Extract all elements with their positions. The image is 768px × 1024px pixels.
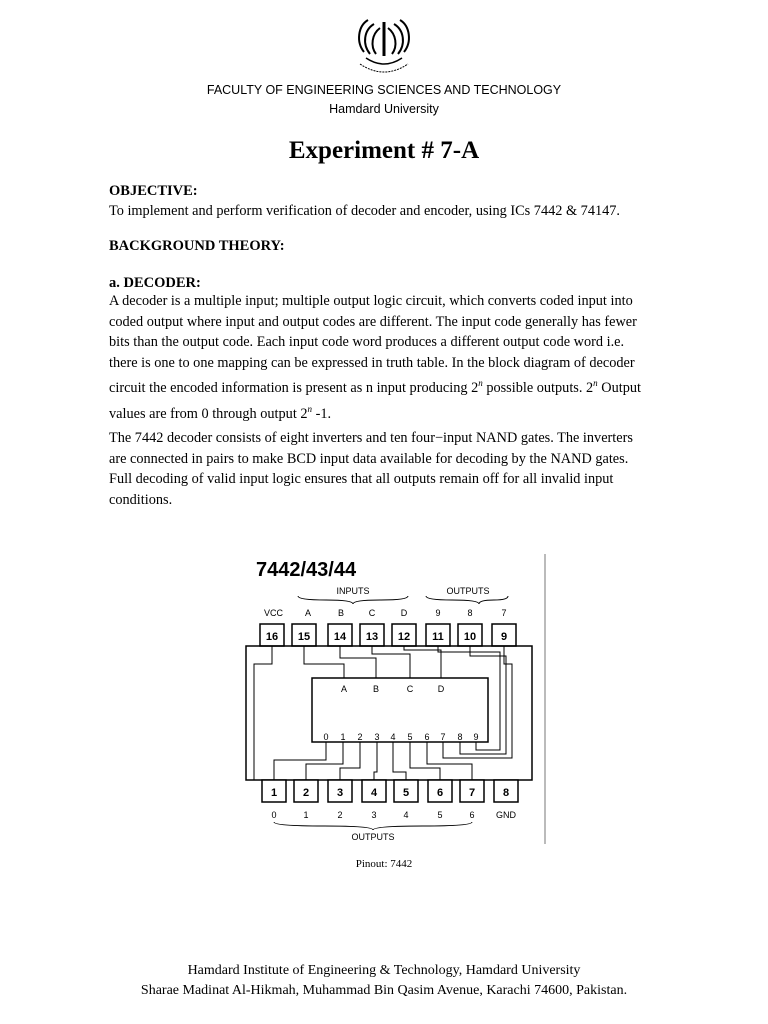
chip-input-label: D <box>437 684 445 694</box>
vcc-label: VCC <box>264 608 284 618</box>
pin-label: 3 <box>371 810 377 820</box>
pin-number: 5 <box>402 787 410 799</box>
pin-number: 6 <box>436 787 444 799</box>
chip-output-label: 8 <box>457 732 463 742</box>
pin-number: 15 <box>297 631 311 643</box>
pin-number: 14 <box>333 631 347 643</box>
pin-number: 10 <box>463 631 477 643</box>
pin-label: 5 <box>437 810 443 820</box>
pin-number: 8 <box>502 787 510 799</box>
gnd-label: GND <box>496 810 516 820</box>
pin-number: 3 <box>336 787 344 799</box>
outputs-top-label: OUTPUTS <box>446 586 490 596</box>
decoder-paragraph-2 <box>109 428 669 510</box>
pin-label: 0 <box>271 810 277 820</box>
background-heading: BACKGROUND THEORY: <box>109 238 285 254</box>
objective-text: To implement and perform verification of decoder and encoder, using ICs 7442 & 74147. <box>109 203 620 219</box>
text-line: coded output where input and output codes are different. The input code generally has fewer <box>109 313 637 330</box>
chip-output-label: 9 <box>473 732 479 742</box>
pin-label: D <box>400 608 408 618</box>
pin-label: 1 <box>303 810 309 820</box>
text-line: conditions. <box>109 491 173 508</box>
university-logo-icon <box>352 14 416 80</box>
text-line: circuit the encoded information is present as n input producing 2$^n$ possible outputs. 2$^n$ Output <box>109 378 641 397</box>
pin-number: 12 <box>397 631 411 643</box>
chip-output-label: 3 <box>374 732 380 742</box>
decoder-paragraph-1 <box>109 291 669 424</box>
chip-output-label: 0 <box>323 732 329 742</box>
page-title: Experiment # 7-A <box>288 137 480 164</box>
text-line: Full decoding of valid input logic ensures that all outputs remain off for all invalid input <box>109 471 614 488</box>
footer-line-2: Sharae Madinat Al-Hikmah, Muhammad Bin Qasim Avenue, Karachi 74600, Pakistan. <box>140 983 628 998</box>
pin-number: 13 <box>365 631 379 643</box>
chip-output-label: 2 <box>357 732 363 742</box>
chip-output-label: 5 <box>407 732 413 742</box>
text-line: there is one to one mapping can be expressed in truth table. In the block diagram of decoder <box>109 354 635 371</box>
ic-title: 7442/43/44 <box>256 559 357 581</box>
pinout-diagram <box>234 554 548 844</box>
pin-number: 16 <box>265 631 279 643</box>
pin-label: 6 <box>469 810 475 820</box>
pin-label: 8 <box>467 608 473 618</box>
chip-output-label: 7 <box>440 732 446 742</box>
objective-heading: OBJECTIVE: <box>109 183 198 199</box>
chip-output-label: 4 <box>390 732 396 742</box>
pin-number: 7 <box>468 787 476 799</box>
pin-number: 4 <box>370 787 378 799</box>
pin-label: C <box>368 608 376 618</box>
text-line: are connected in pairs to make BCD input data available for decoding by the NAND gates. <box>109 450 629 467</box>
pin-number: 9 <box>500 631 508 643</box>
pin-label: 2 <box>337 810 343 820</box>
text-line: bits than the output code. Each input code word produces a different output code word i.e. <box>109 334 625 351</box>
chip-input-label: C <box>406 684 414 694</box>
pin-label: B <box>337 608 345 618</box>
pin-number: 2 <box>302 787 310 799</box>
text-line: A decoder is a multiple input; multiple output logic circuit, which converts coded input into <box>109 293 633 309</box>
decoder-heading: a. DECODER: <box>109 275 201 291</box>
pin-label: 9 <box>435 608 441 618</box>
chip-output-label: 1 <box>340 732 346 742</box>
pin-label: 4 <box>403 810 409 820</box>
chip-input-label: B <box>372 684 380 694</box>
chip-input-label: A <box>340 684 348 694</box>
outputs-bottom-label: OUTPUTS <box>351 832 395 842</box>
pin-number: 11 <box>432 631 444 643</box>
text-line: The 7442 decoder consists of eight inverters and ten four−input NAND gates. The inverters <box>109 430 633 446</box>
inputs-label: INPUTS <box>336 586 370 596</box>
pin-label: A <box>304 608 312 618</box>
pin-label: 7 <box>501 608 507 618</box>
pin-number: 1 <box>270 787 278 799</box>
chip-output-label: 6 <box>424 732 430 742</box>
text-line: values are from 0 through output 2$^n$ -1. <box>109 403 332 422</box>
footer-line-1: Hamdard Institute of Engineering & Technology, Hamdard University <box>187 963 581 978</box>
faculty-name: FACULTY OF ENGINEERING SCIENCES AND TECHNOLOGY <box>206 83 562 97</box>
university-name: Hamdard University <box>329 102 439 116</box>
figure-caption: Pinout: 7442 <box>355 858 413 870</box>
